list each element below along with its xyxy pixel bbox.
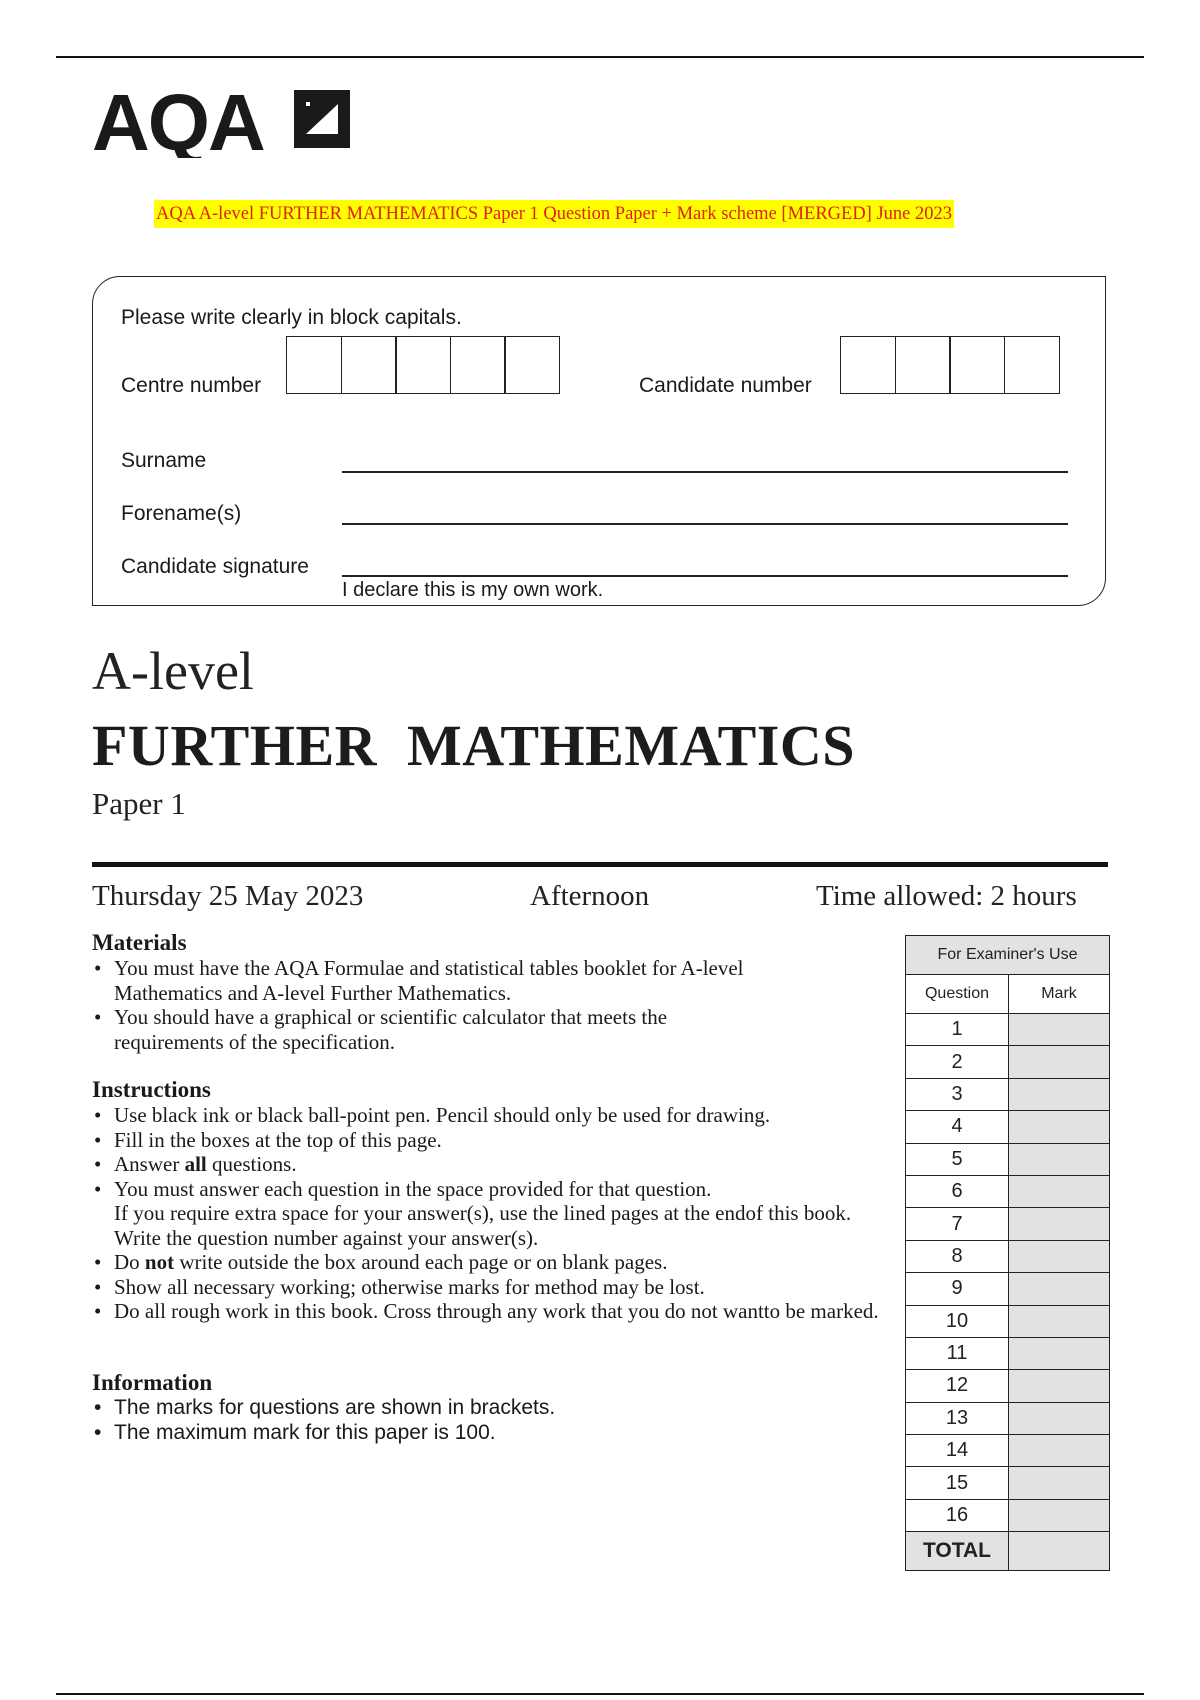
instructions-heading: Instructions [92,1077,211,1102]
total-label: TOTAL [906,1532,1009,1571]
instruction-item: • Show all necessary working; otherwise marks for method may be lost. [92,1275,892,1300]
question-number-cell: 15 [906,1467,1009,1499]
materials-heading: Materials [92,930,187,955]
materials-item: • You must have the AQA Formulae and statistical tables booklet for A-level Mathematics and A-level Further Mathematics. [92,956,814,1005]
examiner-table-row [906,1143,1110,1175]
examiner-table-row [906,1046,1110,1078]
aqa-logo [92,86,352,158]
examiner-table-row [906,1240,1110,1272]
centre-number-boxes[interactable] [286,336,560,394]
signature-label: Candidate signature [121,555,309,578]
instruction-text: Do [114,1250,145,1274]
materials-section [92,930,862,1054]
mark-cell [1009,1240,1110,1272]
centre-digit-box[interactable] [341,336,397,394]
examiner-table-row [906,1078,1110,1110]
question-number-cell: 7 [906,1208,1009,1240]
question-number-cell: 14 [906,1435,1009,1467]
mark-cell [1009,1046,1110,1078]
centre-digit-box[interactable] [395,336,451,394]
information-heading: Information [92,1370,213,1395]
candidate-number-label: Candidate number [639,374,812,397]
title-divider [92,862,1108,867]
centre-number-label: Centre number [121,374,262,397]
question-number-cell: 11 [906,1337,1009,1369]
question-number-cell: 12 [906,1370,1009,1402]
candidate-number-boxes[interactable] [840,336,1060,394]
examiner-table-row [906,1467,1110,1499]
information-item: • The maximum mark for this paper is 100. [92,1421,862,1446]
mark-cell [1009,1435,1110,1467]
instruction-text: If you require extra space for your answer(s), use the lined pages at the endof this book. Write the question number against your answer(s). [114,1201,852,1250]
mark-column-header: Mark [1009,975,1110,1014]
centre-digit-box[interactable] [504,336,560,394]
block-capitals-instruction: Please write clearly in block capitals. [121,306,462,329]
instruction-item: • Use black ink or black ball-point pen. Pencil should only be used for drawing. [92,1103,892,1128]
mark-cell [1009,1370,1110,1402]
question-number-cell: 2 [906,1046,1009,1078]
exam-session: Afternoon [530,880,650,912]
qualification-level: A-level [92,641,254,701]
mark-cell [1009,1143,1110,1175]
instruction-text: questions. [206,1152,297,1176]
instruction-emphasis: not [144,1250,175,1274]
mark-cell [1009,1014,1110,1046]
examiner-table-row [906,1305,1110,1337]
examiner-table-row [906,1175,1110,1207]
instruction-item [92,1152,892,1177]
svg-text:AQA: AQA [92,86,264,158]
candidate-digit-box[interactable] [840,336,896,394]
declaration-text: I declare this is my own work. [342,579,604,601]
question-number-cell: 9 [906,1273,1009,1305]
examiner-table-title: For Examiner's Use [906,936,1110,975]
subject-title: FURTHER MATHEMATICS [92,713,856,778]
examiner-table-row [906,1014,1110,1046]
examiner-table [905,935,1110,1571]
candidate-digit-box[interactable] [1004,336,1060,394]
surname-field[interactable] [342,471,1068,473]
top-rule [56,56,1144,58]
instruction-text: Answer [114,1152,185,1176]
examiner-table-row [906,1111,1110,1143]
instruction-text: You must answer each question in the space provided for that question. [114,1176,712,1201]
instruction-item: • Do all rough work in this book. Cross through any work that you do not wantto be marked. [92,1299,892,1324]
mark-cell [1009,1499,1110,1531]
surname-label: Surname [121,449,207,472]
instruction-item [92,1250,892,1275]
examiner-use-table [905,935,1110,1571]
exam-date: Thursday 25 May 2023 [92,880,364,912]
time-allowed: Time allowed: 2 hours [816,880,1077,912]
centre-digit-box[interactable] [286,336,342,394]
information-item: • The marks for questions are shown in brackets. [92,1396,862,1421]
candidate-digit-box[interactable] [895,336,951,394]
instruction-item: • Fill in the boxes at the top of this page. [92,1128,892,1153]
examiner-table-row [906,1402,1110,1434]
bottom-rule [56,1693,1144,1695]
examiner-table-row [906,1499,1110,1531]
instruction-emphasis: all [184,1152,207,1176]
mark-cell [1009,1111,1110,1143]
materials-item: • You should have a graphical or scientific calculator that meets the requirements of the specification. [92,1005,764,1054]
mark-cell [1009,1273,1110,1305]
instruction-item [92,1177,892,1251]
question-number-cell: 13 [906,1402,1009,1434]
question-number-cell: 8 [906,1240,1009,1272]
forenames-field[interactable] [342,523,1068,525]
mark-cell [1009,1208,1110,1240]
examiner-table-row [906,1370,1110,1402]
mark-cell [1009,1402,1110,1434]
question-number-cell: 3 [906,1078,1009,1110]
examiner-table-row [906,1273,1110,1305]
examiner-table-row [906,1435,1110,1467]
question-number-cell: 10 [906,1305,1009,1337]
document-title-highlight: AQA A-level FURTHER MATHEMATICS Paper 1 Question Paper + Mark scheme [MERGED] June 2023 [154,200,954,228]
total-mark-cell [1009,1532,1110,1571]
mark-cell [1009,1078,1110,1110]
candidate-digit-box[interactable] [949,336,1005,394]
forenames-label: Forename(s) [121,502,242,525]
question-number-cell: 5 [906,1143,1009,1175]
instruction-text: write outside the box around each page or on blank pages. [174,1250,668,1274]
question-number-cell: 6 [906,1175,1009,1207]
mark-cell [1009,1175,1110,1207]
mark-cell [1009,1337,1110,1369]
instructions-section [92,1077,892,1324]
signature-field[interactable] [342,575,1068,577]
examiner-table-row [906,1208,1110,1240]
centre-digit-box[interactable] [450,336,506,394]
question-number-cell: 4 [906,1111,1009,1143]
question-column-header: Question [906,975,1009,1014]
question-number-cell: 16 [906,1499,1009,1531]
mark-cell [1009,1467,1110,1499]
mark-cell [1009,1305,1110,1337]
information-section [92,1370,862,1445]
paper-number: Paper 1 [92,786,186,821]
examiner-table-row [906,1337,1110,1369]
question-number-cell: 1 [906,1014,1009,1046]
